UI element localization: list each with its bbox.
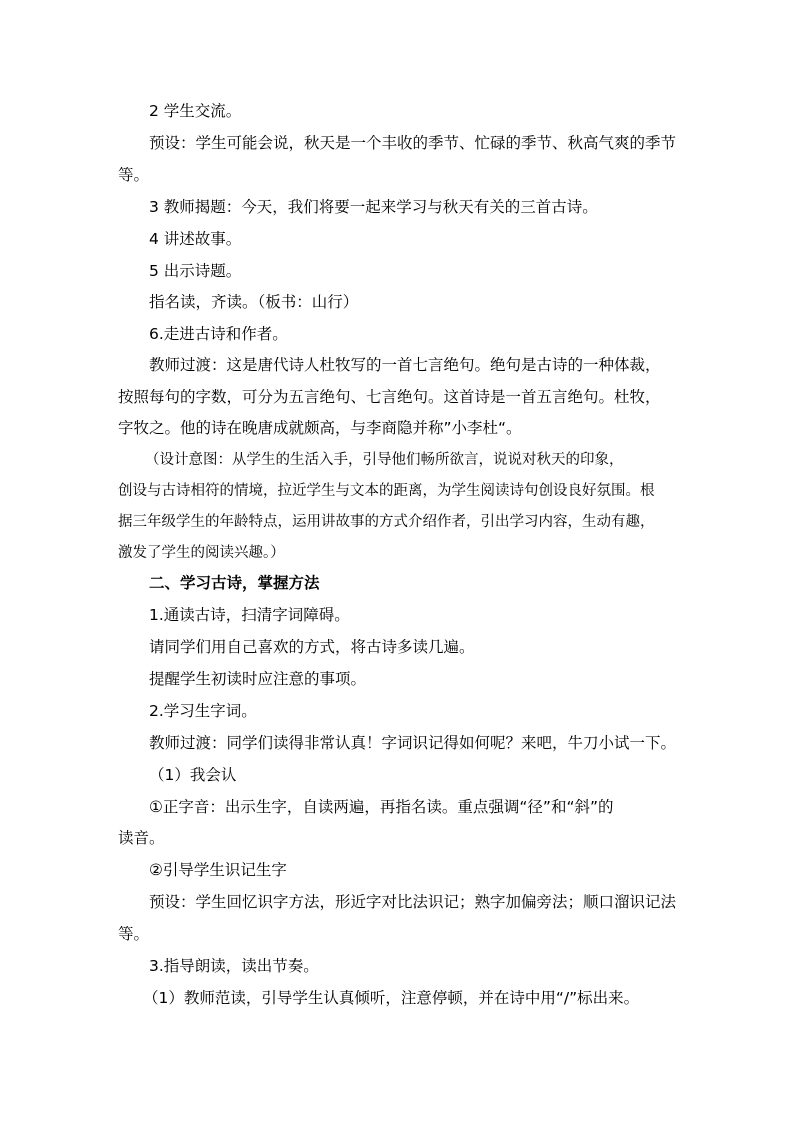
text-line: 字牧之。他的诗在晚唐成就颇高，与李商隐并称”小李杜“。 bbox=[118, 419, 522, 437]
text-line: 3 教师揭题：今天，我们将要一起来学习与秋天有关的三首古诗。 bbox=[149, 198, 598, 216]
design-intent-line: （设计意图：从学生的生活入手，引导他们畅所欲言，说说对秋天的印象， bbox=[145, 452, 624, 468]
text-line: 预设：学生回忆识字方法，形近字对比法识记；熟字加偏旁法；顺口溜识记法 bbox=[149, 893, 677, 911]
text-line: 请同学们用自己喜欢的方式，将古诗多读几遍。 bbox=[149, 638, 475, 656]
text-line: 2 学生交流。 bbox=[149, 102, 242, 120]
text-line: 读音。 bbox=[118, 829, 165, 847]
text-line: 5 出示诗题。 bbox=[149, 262, 242, 280]
text-line: 按照每句的字数，可分为五言绝句、七言绝句。这首诗是一首五言绝句。杜牧， bbox=[118, 388, 661, 406]
text-line: ②引导学生识记生字 bbox=[149, 861, 287, 879]
text-line: 1.通读古诗，扫清字词障碍。 bbox=[149, 606, 350, 624]
text-line: （1）教师范读，引导学生认真倾听，注意停顿，并在诗中用“/”标出来。 bbox=[143, 989, 640, 1007]
text-line: 教师过渡：同学们读得非常认真！字词识记得如何呢？来吧，牛刀小试一下。 bbox=[149, 734, 677, 752]
design-intent-line: 据三年级学生的年龄特点，运用讲故事的方式介绍作者，引出学习内容，生动有趣， bbox=[118, 514, 655, 530]
text-line: 4 讲述故事。 bbox=[149, 230, 242, 248]
text-line: 3.指导朗读，读出节奏。 bbox=[149, 957, 319, 975]
text-line: 教师过渡：这是唐代诗人杜牧写的一首七言绝句。绝句是古诗的一种体裁， bbox=[149, 356, 661, 374]
text-line: 预设：学生可能会说，秋天是一个丰收的季节、忙碌的季节、秋高气爽的季节 bbox=[149, 134, 677, 152]
design-intent-line: 激发了学生的阅读兴趣。） bbox=[118, 545, 285, 561]
text-line: 提醒学生初读时应注意的事项。 bbox=[149, 670, 367, 688]
design-intent-line: 创设与古诗相符的情境，拉近学生与文本的距离，为学生阅读诗句创设良好氛围。根 bbox=[118, 483, 655, 499]
section-heading: 二、学习古诗，掌握方法 bbox=[149, 574, 320, 592]
text-line: 等。 bbox=[118, 166, 150, 184]
text-line: 2.学习生字词。 bbox=[149, 702, 257, 720]
text-line: ①正字音：出示生字，自读两遍，再指名读。重点强调“径”和“斜”的 bbox=[149, 798, 614, 816]
text-line: 6.走进古诗和作者。 bbox=[149, 325, 288, 343]
text-line: 指名读，齐读。（板书：山行） bbox=[149, 293, 359, 311]
text-line: 等。 bbox=[118, 925, 150, 943]
text-line: （1）我会认 bbox=[149, 766, 237, 784]
